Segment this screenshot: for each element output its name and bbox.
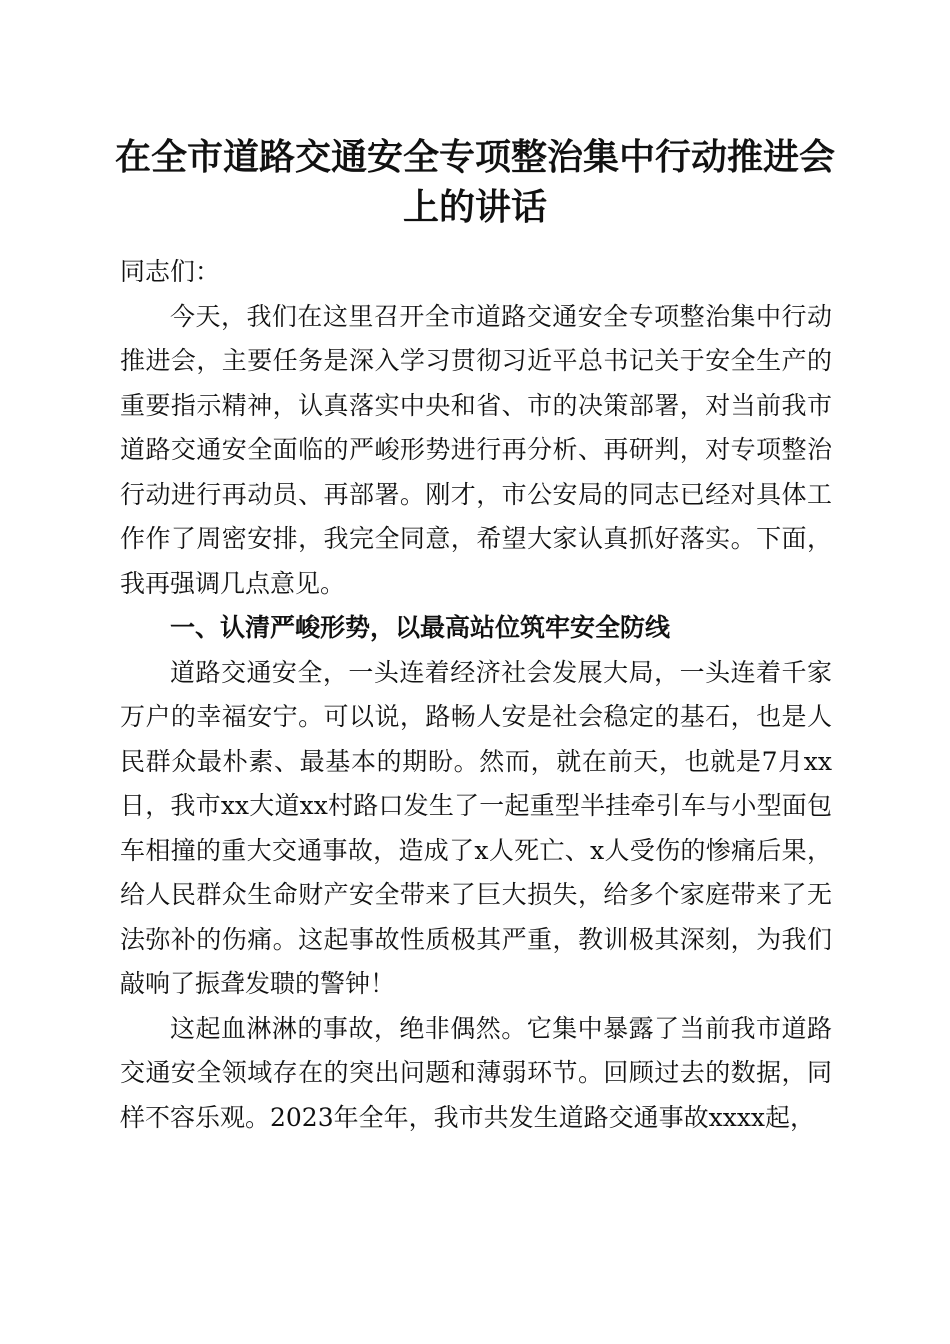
document-body: [120, 250, 832, 1140]
intro-paragraph: 今天，我们在这里召开全市道路交通安全专项整治集中行动推进会，主要任务是深入学习贯彻习近平总书记关于安全生产的重要指示精神，认真落实中央和省、市的决策部署，对当前我市道路交通安全面临的严峻形势进行再分析、再研判，对专项整治行动进行再动员、再部署。刚才，市公安局的同志已经对具体工作作了周密安排，我完全同意，希望大家认真抓好落实。下面，我再强调几点意见。: [120, 301, 832, 598]
section1-paragraph-1: 道路交通安全，一头连着经济社会发展大局，一头连着千家万户的幸福安宁。可以说，路畅人安是社会稳定的基石，也是人民群众最朴素、最基本的期盼。然而，就在前天，也就是7月xx日，我市xx大道xx村路口发生了一起重型半挂牵引车与小型面包车相撞的重大交通事故，造成了x人死亡、x人受伤的惨痛后果，给人民群众生命财产安全带来了巨大损失，给多个家庭带来了无法弥补的伤痛。这起事故性质极其严重，教训极其深刻，为我们敲响了振聋发聩的警钟！: [120, 657, 832, 998]
salutation: 同志们：: [120, 257, 221, 286]
section-heading-1: 一、认清严峻形势，以最高站位筑牢安全防线: [170, 613, 671, 642]
document-title: 在全市道路交通安全专项整治集中行动推进会上的讲话: [114, 136, 835, 228]
section1-paragraph-2: 这起血淋淋的事故，绝非偶然。它集中暴露了当前我市道路交通安全领域存在的突出问题和薄弱环节。回顾过去的数据，同样不容乐观。2023年全年，我市共发生道路交通事故xxxx起，: [120, 1013, 832, 1132]
